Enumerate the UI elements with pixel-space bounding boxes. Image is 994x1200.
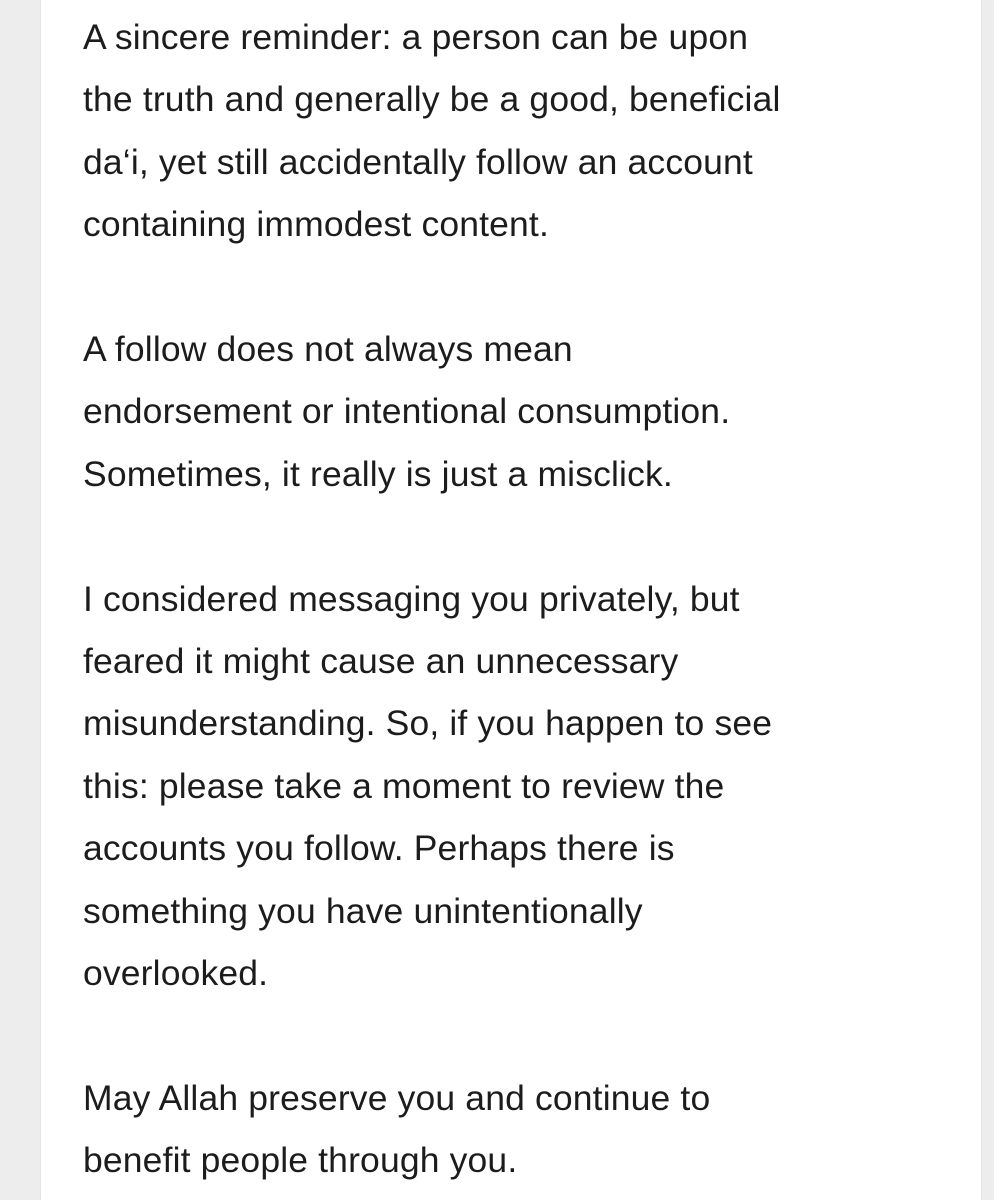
message-paragraph-request: I considered messaging you privately, but feared it might cause an unnecessary misunderstanding. So, if you happen to see this: please take a moment to review the accounts you follow. Perhaps there is something you have unintentionally overlooked. — [83, 578, 773, 994]
message-paragraph-follow: A follow does not always mean endorsement or intentional consumption. Sometimes, it really is just a misclick. — [83, 329, 731, 494]
message-paragraph-reminder: A sincere reminder: a person can be upon the truth and generally be a good, beneficial da‘i, yet still accidentally follow an account containing immodest content. — [83, 17, 781, 245]
message-paragraph-dua: May Allah preserve you and continue to benefit people through you. — [83, 1077, 711, 1181]
message-body — [83, 6, 963, 1192]
